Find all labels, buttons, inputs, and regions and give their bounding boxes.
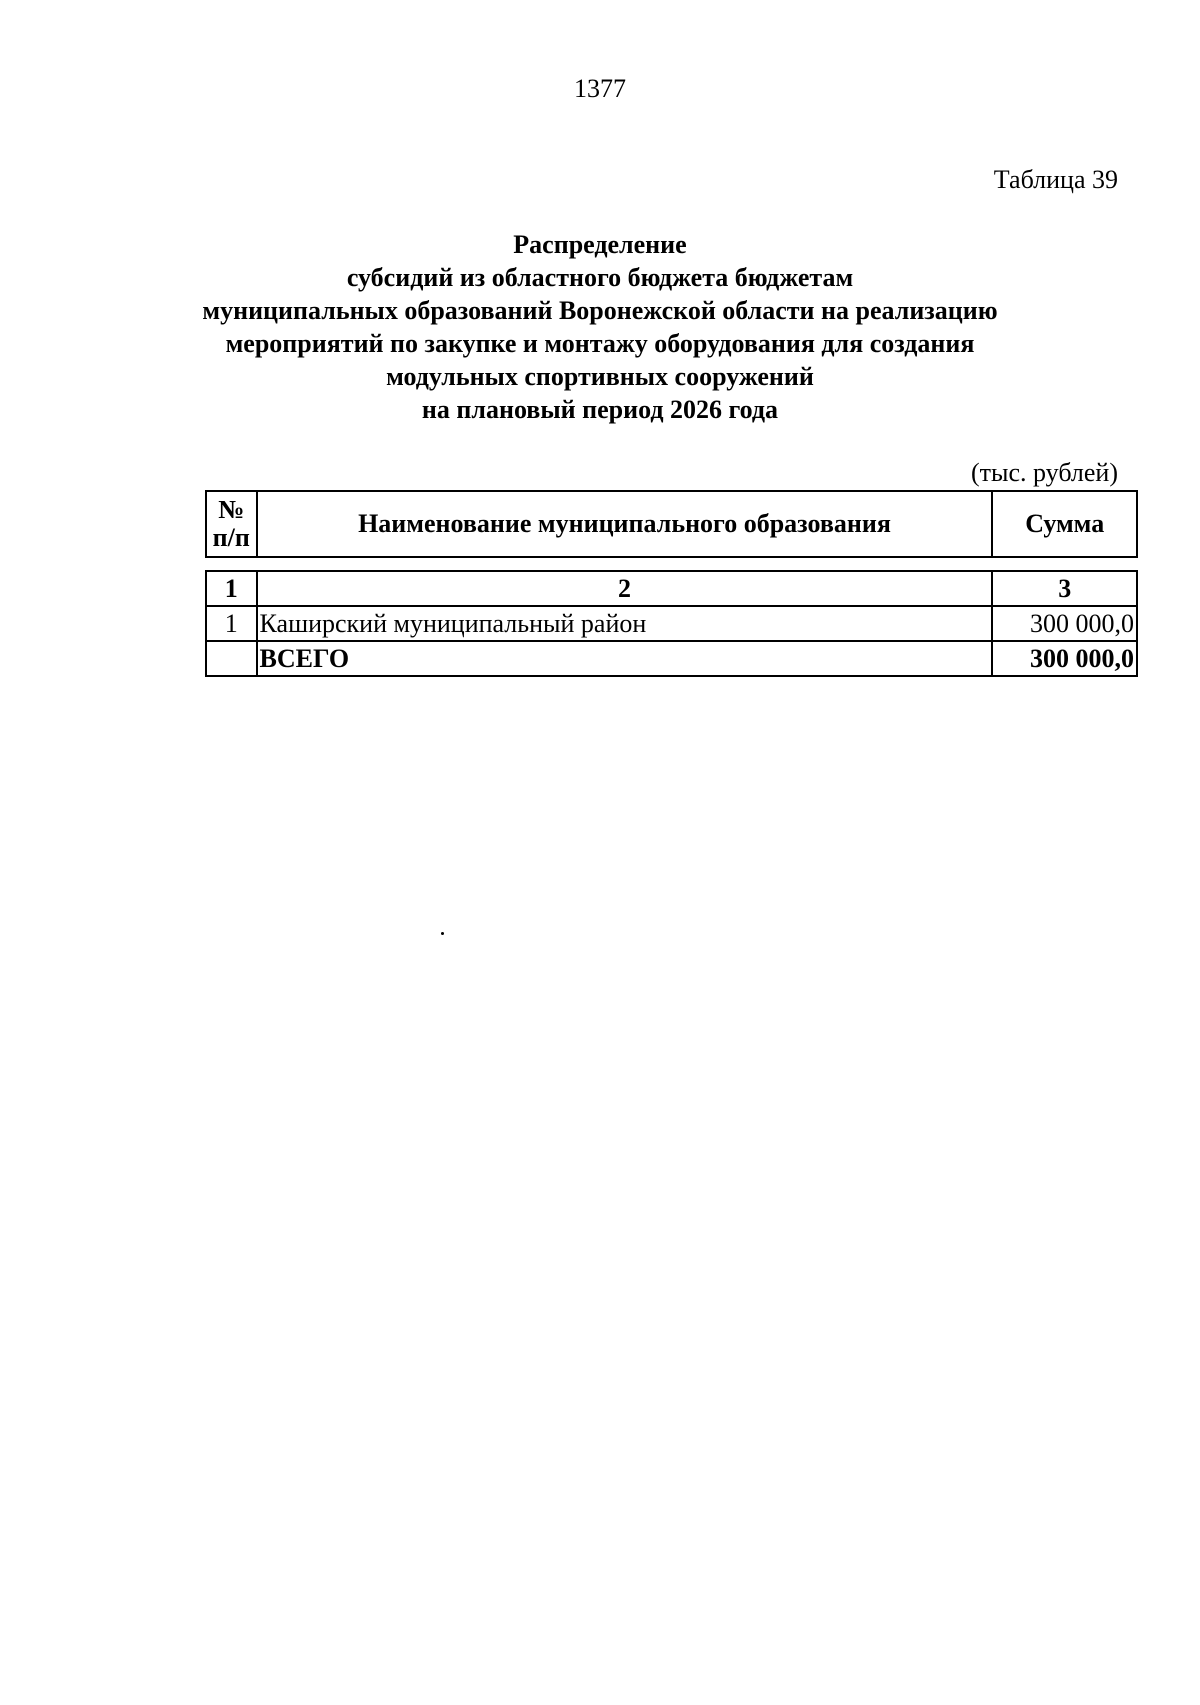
header-row [206, 491, 1137, 557]
column-number-row [206, 571, 1137, 606]
document-title [0, 228, 1200, 426]
column-number: 1 [206, 571, 257, 606]
header-num: № п/п [206, 491, 257, 557]
title-line: Распределение [513, 230, 687, 259]
row-name: Каширский муниципальный район [257, 606, 993, 641]
table-row [206, 606, 1137, 641]
total-row [206, 641, 1137, 676]
row-sum: 300 000,0 [992, 606, 1137, 641]
header-sum: Сумма [992, 491, 1137, 557]
total-label: ВСЕГО [257, 641, 993, 676]
title-line: на плановый период 2026 года [421, 395, 779, 424]
table-label: Таблица 39 [993, 165, 1118, 194]
page-number: 1377 [574, 74, 626, 103]
stray-mark [441, 932, 444, 935]
row-num: 1 [206, 606, 257, 641]
title-line: модульных спортивных сооружений [386, 362, 814, 391]
data-table [205, 570, 1138, 677]
total-num [206, 641, 257, 676]
column-number: 2 [257, 571, 993, 606]
header-name: Наименование муниципального образования [257, 491, 993, 557]
column-number: 3 [992, 571, 1137, 606]
title-line: мероприятий по закупке и монтажу оборудования для создания [225, 329, 975, 358]
title-line: муниципальных образований Воронежской области на реализацию [202, 296, 998, 325]
title-line: субсидий из областного бюджета бюджетам [346, 263, 854, 292]
table-header [205, 490, 1138, 558]
total-sum: 300 000,0 [992, 641, 1137, 676]
units-label: (тыс. рублей) [970, 458, 1118, 487]
